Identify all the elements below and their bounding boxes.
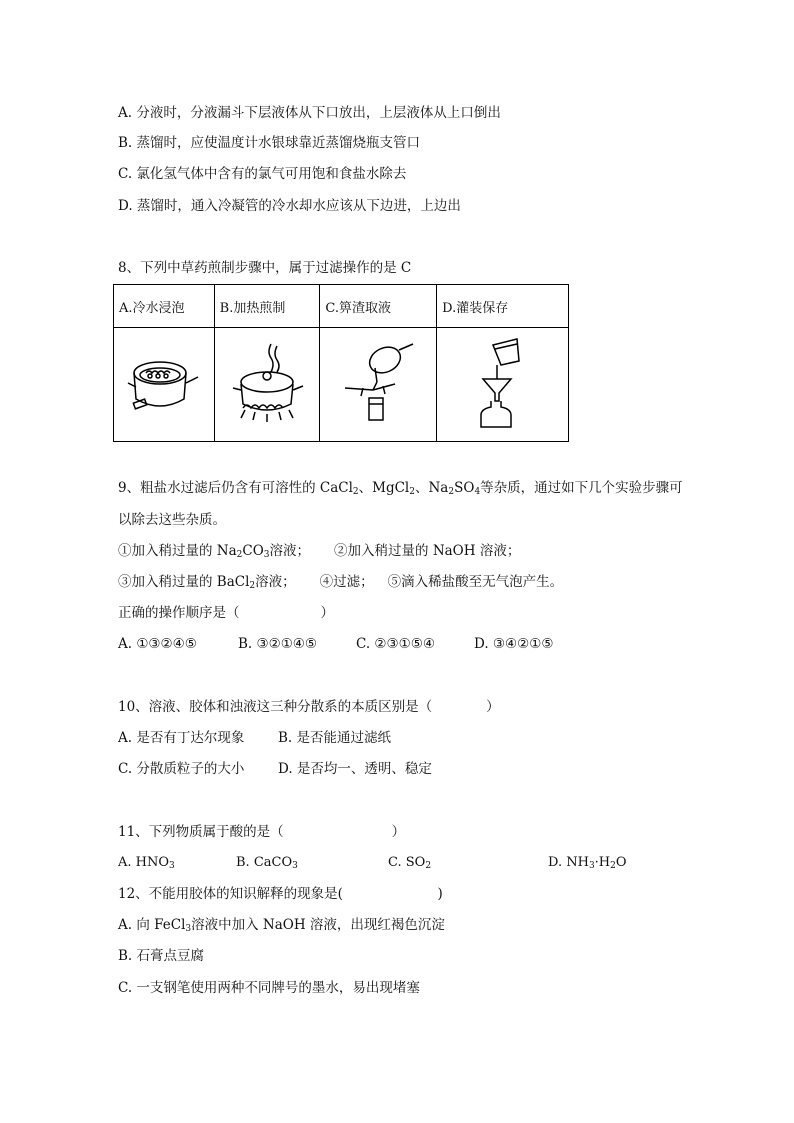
soaking-pot-drawing	[124, 343, 204, 423]
q8-header-a: A.冷水浸泡	[114, 285, 215, 328]
q10-option-d: D. 是否均一、透明、稳定	[278, 761, 432, 777]
q11-option-a: A. $HNO_3$	[118, 855, 175, 871]
q8-header-b: B.加热煎制	[214, 285, 320, 328]
q10-option-b: B. 是否能通过滤纸	[278, 730, 392, 746]
q9-options	[118, 635, 553, 653]
q8-image-cell-b	[214, 328, 320, 442]
q10-stem: 10、溶液、胶体和浊液这三种分散系的本质区别是（ ）	[118, 699, 500, 715]
q11-options	[118, 854, 627, 872]
q9-option-d: D. ③④②①⑤	[474, 636, 554, 652]
q12-option-b: B. 石膏点豆腐	[118, 948, 205, 964]
funnel-bottle-drawing	[463, 335, 543, 430]
q9-option-c: C. ②③①⑤④	[356, 636, 435, 652]
q8-steps-table	[113, 284, 569, 442]
q10-option-c: C. 分散质粒子的大小	[118, 761, 245, 777]
strainer-filter-drawing	[333, 338, 423, 428]
q12-stem: 12、不能用胶体的知识解释的现象是( )	[118, 886, 443, 902]
q9-step-5: ⑤滴入稀盐酸至无气泡产生。	[387, 574, 564, 590]
q8-image-cell-d	[437, 328, 569, 442]
q9-ask: 正确的操作顺序是（ ）	[118, 605, 334, 621]
q9-step-4: ④过滤；	[319, 574, 374, 590]
q10-options-line-2	[118, 760, 432, 778]
q9-step-3: ③加入稍过量的 BaCl$_2$溶液；	[118, 574, 296, 591]
q9-steps-line-1	[118, 542, 520, 560]
q9-step-1: ①加入稍过量的 $Na_2CO_3$溶液；	[118, 543, 311, 560]
q7-option-b: B. 蒸馏时，应使温度计水银球靠近蒸馏烧瓶支管口	[118, 135, 421, 151]
q7-option-c: C. 氯化氢气体中含有的氯气可用饱和食盐水除去	[118, 166, 407, 182]
q9-option-a: A. ①③②④⑤	[118, 636, 197, 652]
q8-image-cell-a	[114, 328, 215, 442]
q9-steps-line-2	[118, 573, 563, 591]
q10-option-a: A. 是否有丁达尔现象	[118, 730, 245, 746]
q11-option-c: C. $SO_2$	[388, 855, 432, 871]
q12-option-a: A. 向 FeCl$_3$溶液中加入 NaOH 溶液，出现红褐色沉淀	[118, 917, 445, 934]
q8-header-c: C.箅渣取液	[320, 285, 437, 328]
q9-step-2: ②加入稍过量的 NaOH 溶液；	[334, 543, 521, 559]
q9-option-b: B. ③②①④⑤	[238, 636, 318, 652]
q8-stem: 8、下列中草药煎制步骤中，属于过滤操作的是 C	[118, 260, 412, 276]
q11-stem: 11、下列物质属于酸的是（ ）	[118, 824, 406, 840]
q9-stem-line-2: 以除去这些杂质。	[118, 512, 226, 528]
q7-option-a: A. 分液时，分液漏斗下层液体从下口放出，上层液体从上口倒出	[118, 105, 501, 121]
heating-pot-drawing	[227, 340, 307, 425]
q8-image-cell-c	[320, 328, 437, 442]
q11-option-b: B. CaCO$_3$	[236, 855, 298, 871]
q11-option-d: D. $NH_3\cdot H_2O$	[548, 855, 627, 871]
q12-option-c: C. 一支钢笔使用两种不同牌号的墨水，易出现堵塞	[118, 980, 420, 996]
q10-options-line-1	[118, 729, 391, 747]
q8-header-d: D.灌装保存	[437, 285, 569, 328]
q7-option-d: D. 蒸馏时，通入冷凝管的冷水却水应该从下边进，上边出	[118, 198, 461, 214]
q9-stem-line-1: 9、粗盐水过滤后仍含有可溶性的 CaCl$_2$、MgCl$_2$、$Na_2SO_4$等杂质，通过如下几个实验步骤可	[118, 480, 683, 497]
